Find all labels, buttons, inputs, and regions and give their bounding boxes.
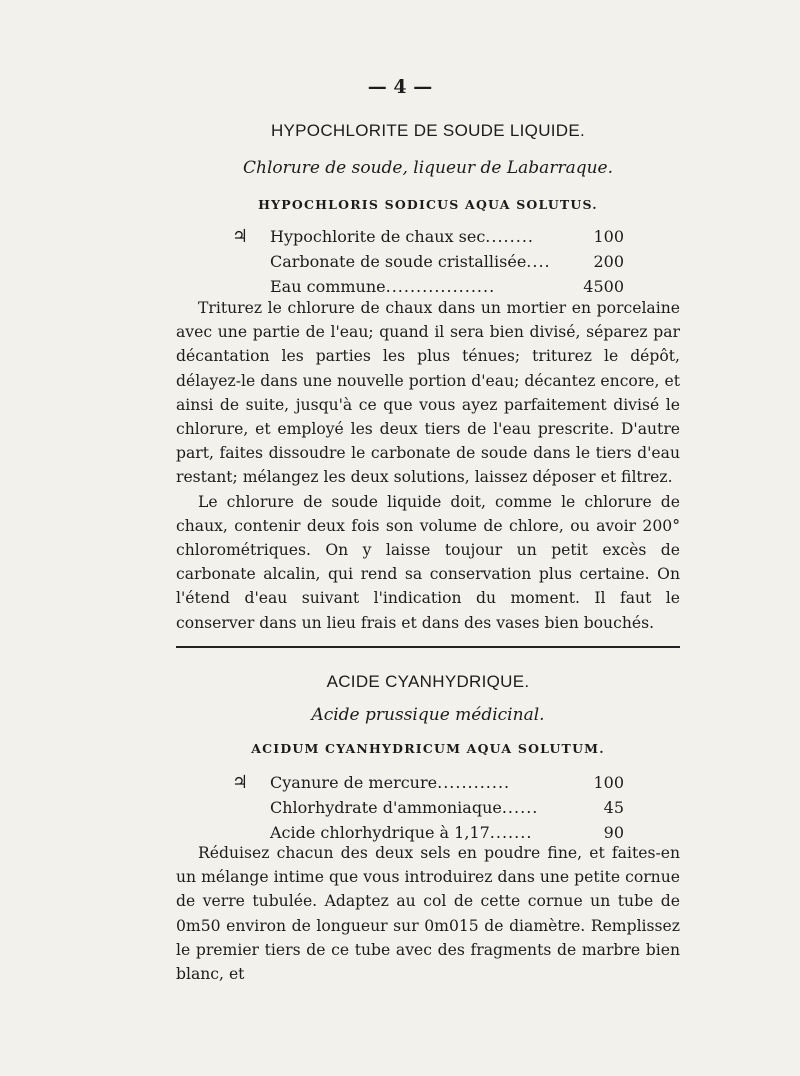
page-number: — 4 —: [367, 76, 433, 98]
ingredient-name: Chlorhydrate d'ammoniaque: [270, 798, 502, 817]
leader-dots: ....: [526, 252, 551, 271]
leader-dots: ............: [437, 773, 511, 792]
leader-dots: .......: [489, 823, 533, 842]
ingredient-quantity: 45: [603, 798, 624, 817]
section1-subtitle: Chlorure de soude, liqueur de Labarraque.: [242, 158, 613, 178]
ingredient-quantity: 4500: [583, 277, 624, 296]
section1-recipe: [232, 224, 624, 299]
section2-subtitle: Acide prussique médicinal.: [311, 705, 545, 725]
paragraph: Le chlorure de soude liquide doit, comme le chlorure de chaux, contenir deux fois son volume de chlore, ou avoir 200° chlorométriques. On y laisse toujour un petit excès de carbonate alcalin, qui rend sa conservation plus certaine. On l'étend d'eau suivant l'indication du moment. Il faut le conserver dans un lieu frais et dans des vases bien bouchés.: [176, 492, 680, 632]
section1-body: [176, 296, 680, 635]
ingredient-name: Eau commune: [270, 277, 386, 296]
recipe-row: [232, 224, 624, 249]
ingredient-quantity: 100: [593, 773, 624, 792]
recipe-symbol-icon: ♃: [232, 226, 249, 247]
recipe-row: [232, 249, 624, 274]
leader-dots: ........: [485, 227, 534, 246]
leader-dots: ......: [501, 798, 539, 817]
section1-latin-name: HYPOCHLORIS SODICUS AQUA SOLUTUS.: [258, 197, 598, 212]
ingredient-name: Acide chlorhydrique à 1,17: [270, 823, 490, 842]
ingredient-name: Cyanure de mercure: [270, 773, 438, 792]
leader-dots: ..................: [385, 277, 496, 296]
paragraph: Triturez le chlorure de chaux dans un mortier en porcelaine avec une partie de l'eau; quand il sera bien divisé, séparez par décantation les parties les plus ténues; triturez le dépôt, délayez-le dans une nouvelle portion d'eau; décantez encore, et ainsi de suite, jusqu'à ce que vous ayez parfaitement divisé le chlorure, et employé les deux tiers de l'eau prescrite. D'autre part, faites dissoudre le carbonate de soude dans le tiers d'eau restant; mélangez les deux solutions, laissez déposer et filtrez.: [176, 299, 680, 487]
ingredient-quantity: 100: [593, 227, 624, 246]
ingredient-name: Hypochlorite de chaux sec: [270, 227, 486, 246]
paragraph: Réduisez chacun des deux sels en poudre fine, et faites-en un mélange intime que vous introduirez dans une petite cornue de verre tubulée. Adaptez au col de cette cornue un tube de 0m50 environ de longueur sur 0m015 de diamètre. Remplissez le premier tiers de ce tube avec des fragments de marbre bien blanc, et: [176, 844, 680, 984]
section-divider: [176, 646, 680, 648]
section2-recipe: [232, 770, 624, 845]
ingredient-quantity: 200: [593, 252, 624, 271]
section2-body: [176, 841, 680, 986]
section2-latin-name: ACIDUM CYANHYDRICUM AQUA SOLUTUM.: [251, 741, 605, 756]
section2-title: ACIDE CYANHYDRIQUE.: [326, 672, 530, 691]
recipe-row: [232, 795, 624, 820]
section1-title: HYPOCHLORITE DE SOUDE LIQUIDE.: [270, 121, 586, 140]
recipe-row: [232, 770, 624, 795]
recipe-symbol-icon: ♃: [232, 772, 249, 793]
ingredient-name: Carbonate de soude cristallisée: [270, 252, 527, 271]
ingredient-quantity: 90: [603, 823, 624, 842]
